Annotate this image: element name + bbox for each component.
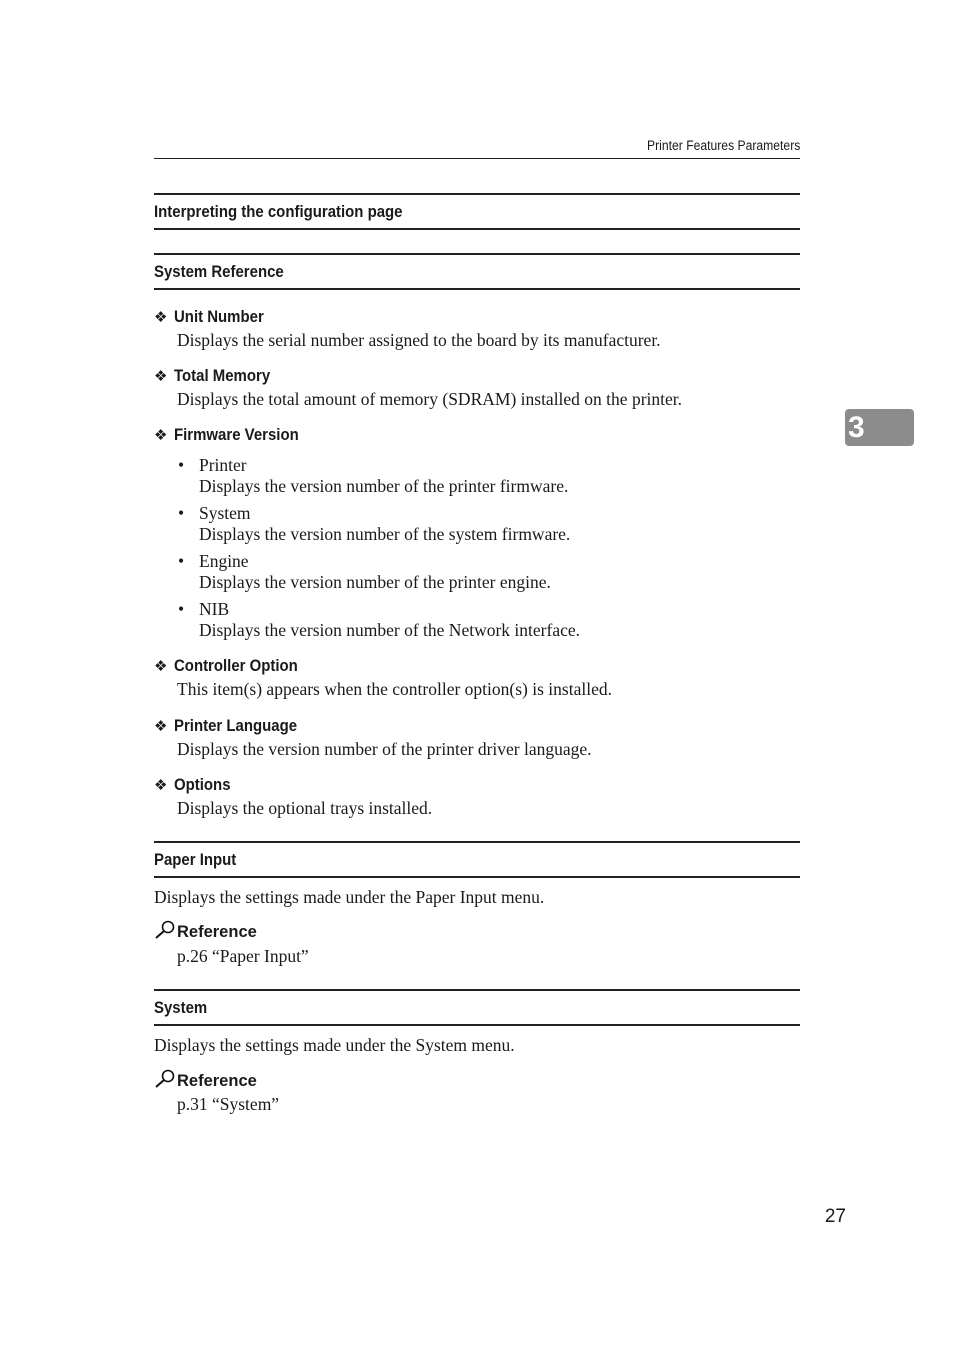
item-controller-option-desc: This item(s) appears when the controller option(s) is installed.: [177, 679, 612, 699]
section-heading-system: System: [154, 989, 800, 1026]
section-heading-paper-input: Paper Input: [154, 841, 800, 878]
diamond-icon: ❖: [154, 309, 168, 326]
firmware-system-desc: Displays the version number of the system firmware.: [199, 524, 571, 544]
item-printer-language-desc: Displays the version number of the printer driver language.: [177, 739, 592, 759]
system-desc: Displays the settings made under the System menu.: [154, 1035, 515, 1055]
firmware-system-name: System: [199, 503, 251, 523]
diamond-icon: ❖: [154, 368, 168, 385]
item-printer-language-title: ❖ Printer Language: [154, 715, 314, 737]
item-unit-number-desc: Displays the serial number assigned to the board by its manufacturer.: [177, 330, 661, 350]
firmware-engine-desc: Displays the version number of the printer engine.: [199, 572, 551, 592]
magnifier-icon: [154, 1069, 176, 1089]
diamond-icon: ❖: [154, 777, 168, 794]
paper-input-reference-title: Reference: [154, 920, 257, 942]
running-header: Printer Features Parameters: [154, 138, 800, 159]
item-total-memory-title: ❖ Total Memory: [154, 365, 283, 387]
bullet-icon: •: [178, 455, 185, 475]
item-options-title: ❖ Options: [154, 774, 238, 796]
bullet-icon: •: [178, 503, 185, 523]
item-controller-option-title: ❖ Controller Option: [154, 655, 315, 677]
chapter-tab: [845, 409, 914, 446]
bullet-icon: •: [178, 599, 185, 619]
item-unit-number-title: ❖ Unit Number: [154, 306, 276, 328]
bullet-icon: •: [178, 551, 185, 571]
diamond-icon: ❖: [154, 427, 168, 444]
paper-input-desc: Displays the settings made under the Paper Input menu.: [154, 887, 545, 907]
section-heading-interpreting: Interpreting the configuration page: [154, 193, 800, 230]
diamond-icon: ❖: [154, 658, 168, 675]
firmware-printer-desc: Displays the version number of the printer firmware.: [199, 476, 569, 496]
magnifier-icon: [154, 920, 176, 940]
page-number: 27: [824, 1206, 846, 1227]
chapter-number: 3: [848, 411, 865, 444]
paper-input-reference-link[interactable]: p.26 “Paper Input”: [177, 946, 309, 966]
firmware-nib-desc: Displays the version number of the Network interface.: [199, 620, 580, 640]
system-reference-title: Reference: [154, 1069, 257, 1091]
item-options-desc: Displays the optional trays installed.: [177, 798, 433, 818]
diamond-icon: ❖: [154, 718, 168, 735]
firmware-engine-name: Engine: [199, 551, 249, 571]
section-heading-system-reference: System Reference: [154, 253, 800, 290]
item-firmware-version-title: ❖ Firmware Version: [154, 424, 316, 446]
firmware-nib-name: NIB: [199, 599, 230, 619]
system-reference-link[interactable]: p.31 “System”: [177, 1094, 280, 1114]
firmware-printer-name: Printer: [199, 455, 247, 475]
item-total-memory-desc: Displays the total amount of memory (SDRAM) installed on the printer.: [177, 389, 682, 409]
